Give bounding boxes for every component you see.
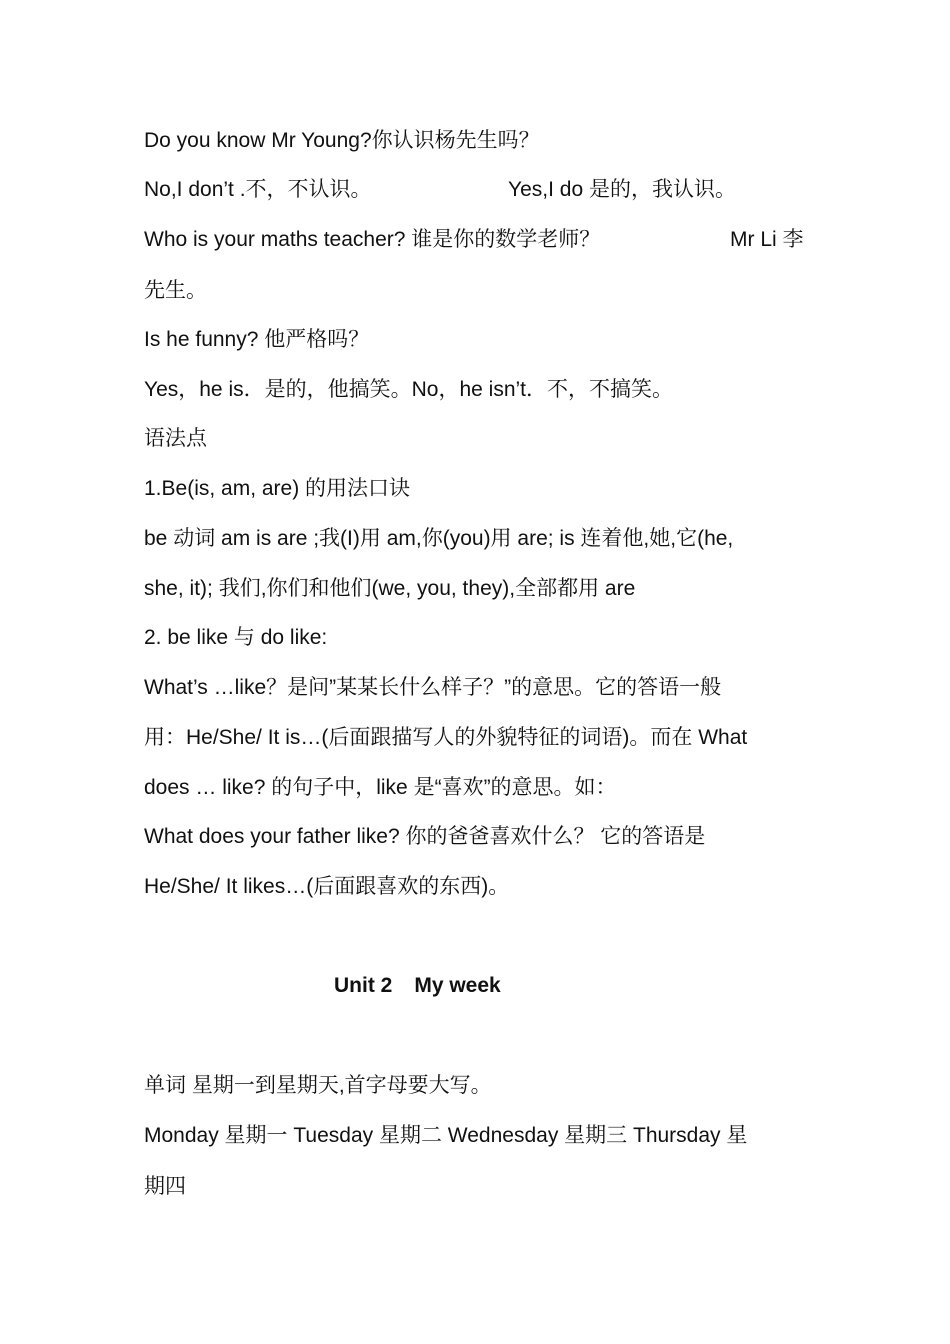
text-line-8: 1.Be(is, am, are) 的用法口诀	[144, 477, 411, 500]
text-line-11: 2. be like 与 do like:	[144, 626, 328, 649]
unit-number: Unit 2	[334, 974, 393, 997]
text-line-9: be 动词 am is are ;我(I)用 am,你(you)用 are; is 连着他,她,它(he,	[144, 527, 734, 550]
text-line-1: Do you know Mr Young?你认识杨先生吗？	[144, 129, 540, 152]
text-line-18: Monday 星期一 Tuesday 星期二 Wednesday 星期三 Thursday 星	[144, 1124, 748, 1147]
text-line-15: What does your father like? 你的爸爸喜欢什么？ 它的答语是	[144, 825, 706, 848]
text-line-2-right: Yes,I do 是的，我认识。	[508, 178, 736, 201]
text-line-12: What’s …like？是问”某某长什么样子？”的意思。它的答语一般	[144, 676, 722, 699]
text-line-17: 单词 星期一到星期天,首字母要大写。	[144, 1074, 492, 1097]
unit-name: My week	[414, 974, 501, 997]
text-line-6: Yes，he is．是的，他搞笑。No，he isn’t．不，不搞笑。	[144, 378, 673, 401]
text-line-10: she, it); 我们,你们和他们(we, you, they),全部都用 are	[144, 577, 636, 600]
text-line-19: 期四	[144, 1175, 186, 1198]
text-line-14: does … like? 的句子中，like 是“喜欢”的意思。如：	[144, 776, 617, 799]
section-heading-grammar: 语法点	[144, 427, 207, 450]
text-line-5: Is he funny? 他严格吗？	[144, 328, 370, 351]
text-line-4: 先生。	[144, 279, 207, 302]
text-line-2-left: No,I don’t .不，不认识。	[144, 178, 372, 201]
unit-title	[334, 972, 501, 1000]
text-line-3-right: Mr Li 李	[730, 228, 804, 251]
text-line-3-left: Who is your maths teacher? 谁是你的数学老师？	[144, 228, 601, 251]
text-line-13: 用：He/She/ It is…(后面跟描写人的外貌特征的词语)。而在 What	[144, 726, 748, 749]
text-line-16: He/She/ It likes…(后面跟喜欢的东西)。	[144, 875, 510, 898]
